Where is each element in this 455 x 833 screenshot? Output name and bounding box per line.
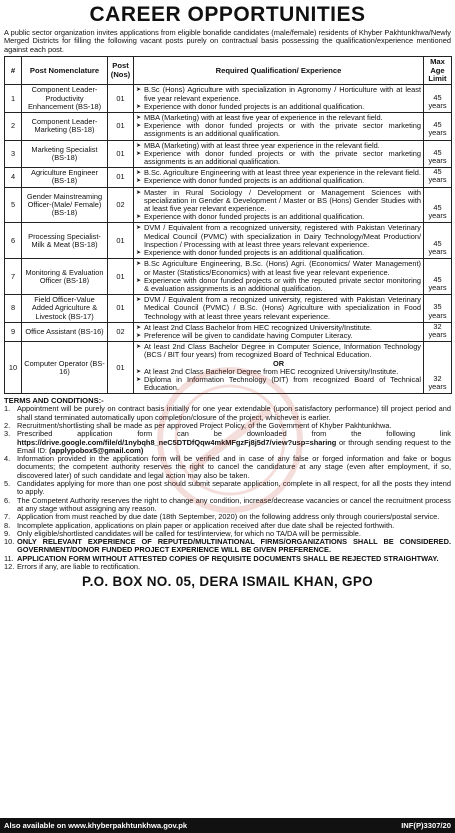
terms-main-text: APPLICATION FORM WITHOUT ATTESTED COPIES OF REQUISITE DOCUMENTS SHALL BE REJECTED STRAIGHTWAY.: [17, 553, 439, 563]
postal-address: P.O. BOX NO. 05, DERA ISMAIL KHAN, GPO: [82, 574, 373, 590]
terms-number: 9.: [4, 528, 11, 538]
terms-number: 4.: [4, 454, 11, 464]
terms-text: [17, 430, 451, 455]
row-post-count: 01: [108, 85, 134, 113]
qualification-item: [136, 296, 421, 321]
qualification-text: Experience with donor funded projects or with the private sector marketing assignments is an additional qualification.: [144, 148, 421, 167]
row-qualification: [134, 322, 424, 341]
bullet-icon: ➤: [136, 170, 142, 177]
qualification-text: Preference will be given to candidate having Computer Literacy.: [144, 330, 353, 340]
terms-number: 5.: [4, 479, 11, 489]
row-post-name: Marketing Specialist (BS-18): [22, 140, 108, 168]
vacancies-table: [4, 56, 452, 394]
qualification-text: MBA (Marketing) with at least five year of experience in the relevant field.: [144, 113, 383, 123]
qualification-text: Experience with donor funded projects or with the reputed private sector monitoring & evaluation assignments is an additional qualification.: [144, 275, 421, 293]
qualification-item: [136, 277, 421, 293]
row-serial: 8: [5, 295, 22, 323]
bullet-icon: ➤: [136, 150, 142, 157]
qualification-text: Experience with donor funded projects is an additional qualification.: [144, 248, 365, 258]
table-body: [5, 85, 452, 394]
row-post-count: 01: [108, 342, 134, 394]
row-post-count: 01: [108, 223, 134, 259]
qualification-text: B.Sc Agriculture Engineering, B.Sc. (Hons) Agri. (Economics/ Water Management) or Master (Statistics/Economics) with at least five year relevant experience.: [144, 259, 421, 277]
or-text: OR: [272, 358, 285, 368]
row-post-name: Gender Mainstreaming Officer-(Male/ Female)(BS-18): [22, 187, 108, 223]
bullet-icon: ➤: [136, 123, 142, 130]
terms-number: 12.: [4, 561, 15, 571]
terms-item: [4, 497, 451, 514]
row-serial: 4: [5, 168, 22, 187]
table-row: [5, 322, 452, 341]
bullet-icon: ➤: [136, 250, 142, 257]
row-age-limit: 32 years: [424, 322, 452, 341]
row-post-name: Agriculture Engineer (BS-18): [22, 168, 108, 187]
qualification-item: [136, 103, 421, 111]
terms-list: [4, 405, 451, 571]
page-title: CAREER OPPORTUNITIES: [89, 3, 366, 26]
row-serial: 1: [5, 85, 22, 113]
row-post-count: 01: [108, 140, 134, 168]
terms-number: 8.: [4, 520, 11, 530]
row-serial: 3: [5, 140, 22, 168]
qualification-item: [136, 150, 421, 166]
terms-main-text: ONLY RELEVANT EXPERIENCE OF REPUTED/MULTINATIONAL FIRMS/ORGANIZATIONS SHALL BE CONSIDERED. GOVERNMENT/DONOR FUNDED PROJECT EXPERIENCE WILL BE GIVEN PREFERENCE.: [17, 537, 451, 555]
qualification-item: [136, 213, 421, 221]
bullet-icon: ➤: [136, 261, 142, 268]
terms-text: [17, 480, 451, 497]
terms-number: 2.: [4, 420, 11, 430]
terms-main-text: Prescribed application form can be downloaded from the following link: [17, 429, 451, 439]
email-link[interactable]: (applypobox5@gmail.com): [49, 445, 144, 455]
row-age-limit: 32 years: [424, 342, 452, 394]
row-post-name: Field Officer-Value Added Agriculture & Livestock (BS-17): [22, 295, 108, 323]
row-qualification: [134, 295, 424, 323]
table-row: [5, 140, 452, 168]
table-row: [5, 223, 452, 259]
row-qualification: [134, 259, 424, 295]
bullet-icon: ➤: [136, 324, 142, 331]
row-post-name: Computer Operator (BS-16): [22, 342, 108, 394]
row-post-name: Monitoring & Evaluation Officer (BS-18): [22, 259, 108, 295]
footer-bar: [0, 818, 455, 833]
qualification-text: At least 2nd Class Bachelor Degree from HEC recognized University/Institute.: [144, 366, 399, 376]
table-row: [5, 85, 452, 113]
bullet-icon: ➤: [136, 297, 142, 304]
qualification-text: Experience with donor funded projects or with the private sector marketing assignments is an additional qualification.: [144, 121, 421, 139]
terms-number: 1.: [4, 404, 11, 414]
terms-main-text: Candidates applying for more than one post should submit separate application, complete in all respect, for all the posts they intend to apply.: [17, 479, 451, 497]
terms-text: [17, 538, 451, 555]
intro-paragraph: A public sector organization invites applications from eligible bonafide candidates (male/female) residents of Khyber Pakhtunkhwa/Newly Merged Districts for filling the following vacant posts purely on contractual basis possessing the qualification/experience mentioned against each post.: [4, 28, 451, 54]
row-post-count: 01: [108, 259, 134, 295]
bullet-icon: ➤: [136, 376, 142, 383]
row-serial: 6: [5, 223, 22, 259]
table-row: [5, 168, 452, 187]
terms-text: [17, 455, 451, 480]
footer-reference: INF(P)3307/20: [401, 821, 451, 830]
qualification-text: Diploma in Information Technology (DIT) from recognized Board of Technical Education.: [144, 374, 421, 393]
qualification-item: [136, 249, 421, 257]
row-post-name: Processing Specialist-Milk & Meat (BS-18): [22, 223, 108, 259]
terms-main-text: Recruitment/shortlisting shall be made as per approved Project Policy, of the Government of Khyber Pakhtunkhwa.: [17, 420, 392, 430]
terms-main-text: Incomplete application, applications on plain paper or application received after due date shall be rejected forthwith.: [17, 520, 395, 530]
row-qualification: [134, 342, 424, 394]
terms-secondary-text: or through sending request to the Email ID:: [17, 437, 451, 455]
terms-item: [4, 538, 451, 555]
qualification-text: Master in Rural Sociology / Development or Management Sciences with specialization in Gender & Development / Master or BS (Hons) Gender Studies with at least five year relevant experience.: [144, 187, 421, 214]
table-row: [5, 113, 452, 141]
header-qualification: Required Qualification/ Experience: [134, 57, 424, 85]
terms-item: [4, 480, 451, 497]
terms-heading: TERMS AND CONDITIONS:-: [4, 396, 104, 406]
qualification-text: DVM / Equivalent from a recognized university, registered with Pakistan Veterinary Medical Council (PVMC) with specialization in Dairy Technology/Meat Production/ Inspection / Processing with at least three years relevant experience.: [144, 223, 421, 249]
bullet-icon: ➤: [136, 277, 142, 284]
row-serial: 2: [5, 113, 22, 141]
qualification-item: [136, 224, 421, 249]
row-post-count: 01: [108, 168, 134, 187]
qualification-text: B.Sc (Hons) Agriculture with specialization in Agronomy / Horticulture with at least five year relevant experience.: [144, 85, 421, 103]
bullet-icon: ➤: [136, 368, 142, 375]
terms-text: [17, 497, 451, 514]
row-post-name: Component Leader-Productivity Enhancement (BS-18): [22, 85, 108, 113]
row-age-limit: 45 years: [424, 85, 452, 113]
row-serial: 9: [5, 322, 22, 341]
terms-main-text: Errors if any, are liable to rectification.: [17, 561, 141, 571]
row-qualification: [134, 187, 424, 223]
row-age-limit: 45 years: [424, 140, 452, 168]
bullet-icon: ➤: [136, 344, 142, 351]
bullet-icon: ➤: [136, 214, 142, 221]
row-post-count: 01: [108, 113, 134, 141]
row-qualification: [134, 140, 424, 168]
terms-item: [4, 430, 451, 455]
table-row: [5, 187, 452, 223]
row-age-limit: 45 years: [424, 187, 452, 223]
table-row: [5, 342, 452, 394]
header-serial: #: [5, 57, 22, 85]
row-post-count: 01: [108, 295, 134, 323]
bullet-icon: ➤: [136, 225, 142, 232]
terms-main-text: Application from must reached by due date (18th September, 2020) on the following address only through couriers/postal service.: [17, 512, 440, 522]
qualification-text: Experience with donor funded projects is an additional qualification.: [144, 101, 365, 111]
row-post-count: 02: [108, 187, 134, 223]
terms-main-text: Only eligible/shortlisted candidates will be called for test/interview, for which no TA/DA will be permissible.: [17, 528, 361, 538]
header-post-nomenclature: Post Nomenclature: [22, 57, 108, 85]
row-qualification: [134, 223, 424, 259]
qualification-item: [136, 86, 421, 102]
row-age-limit: 45 years: [424, 259, 452, 295]
terms-item: [4, 405, 451, 422]
bullet-icon: ➤: [136, 142, 142, 149]
row-age-limit: 45 years: [424, 223, 452, 259]
terms-main-text: Information provided in the application form will be verified and in case of any false or forged information and fake or bogus documents; the competent authority reserves the right to cancel the candidature at any stage (even after employment, if so, discovered later) of such candidate and legal action may also be taken.: [17, 454, 451, 480]
qualification-item: [136, 260, 421, 276]
table-header-row: [5, 57, 452, 85]
terms-number: 10.: [4, 537, 15, 547]
terms-text: [17, 563, 451, 571]
row-age-limit: 45 years: [424, 113, 452, 141]
row-qualification: [134, 85, 424, 113]
row-post-name: Office Assistant (BS-16): [22, 322, 108, 341]
qualification-text: DVM / Equivalent from a recognized university, registered with Pakistan Veterinary Medical Council (PVMC) / B.Sc. (Hons) Agriculture with specialization in Food Technology with at least three years relevant experience.: [144, 295, 421, 321]
qualification-item: [136, 376, 421, 392]
download-link[interactable]: https://drive.google.com/file/d/1nybqh8_neC5DTDfQqw4mkMFgzFj8j5d7/view?usp=sharing: [17, 437, 337, 447]
qualification-text: Experience with donor funded projects is an additional qualification.: [144, 176, 365, 186]
terms-item: [4, 455, 451, 480]
bullet-icon: ➤: [136, 115, 142, 122]
qualification-text: B.Sc. Agriculture Engineering with at least three year experience in the relevant field.: [144, 168, 421, 178]
qualification-text: At least 2nd Class Bachelor Degree in Computer Science, Information Technology (BCS / BIT four years) from recognized Board of Technical Education.: [144, 342, 421, 360]
row-serial: 10: [5, 342, 22, 394]
terms-number: 3.: [4, 429, 11, 439]
terms-main-text: Appointment will be purely on contract basis initially for one year extendable (upon satisfactory performance) till project period and shall stand terminated automatically upon completion/closure of the project, whichever is earlier.: [17, 404, 451, 422]
row-qualification: [134, 113, 424, 141]
qualification-item: [136, 189, 421, 214]
qualification-item: [136, 332, 421, 340]
qualification-text: At least 2nd Class Bachelor from HEC recognized University/Institute.: [144, 322, 372, 332]
footer-website: Also available on www.khyberpakhtunkhwa.gov.pk: [4, 821, 188, 830]
row-serial: 5: [5, 187, 22, 223]
qualification-text: MBA (Marketing) with at least three year experience in the relevant field.: [144, 140, 380, 150]
header-post-nos: Post (Nos): [108, 57, 134, 85]
row-post-name: Component Leader-Marketing (BS-18): [22, 113, 108, 141]
terms-number: 7.: [4, 512, 11, 522]
qualification-item: [136, 343, 421, 359]
table-row: [5, 259, 452, 295]
terms-text: [17, 405, 451, 422]
bullet-icon: ➤: [136, 189, 142, 196]
terms-number: 6.: [4, 495, 11, 505]
terms-item: [4, 563, 451, 571]
bullet-icon: ➤: [136, 103, 142, 110]
row-age-limit: 45 years: [424, 168, 452, 187]
bullet-icon: ➤: [136, 332, 142, 339]
bullet-icon: ➤: [136, 87, 142, 94]
table-row: [5, 295, 452, 323]
qualification-item: [136, 122, 421, 138]
row-qualification: [134, 168, 424, 187]
row-post-count: 02: [108, 322, 134, 341]
row-age-limit: 35 years: [424, 295, 452, 323]
terms-number: 11.: [4, 553, 14, 563]
bullet-icon: ➤: [136, 178, 142, 185]
terms-main-text: The Competent Authority reserves the right to change any condition, increase/decrease vacancies or cancel the recruitment process at any stage without assigning any reason.: [17, 495, 451, 513]
row-serial: 7: [5, 259, 22, 295]
qualification-item: [136, 177, 421, 185]
qualification-text: Experience with donor funded projects is an additional qualification.: [144, 212, 365, 222]
header-max-age: Max Age Limit: [424, 57, 452, 85]
